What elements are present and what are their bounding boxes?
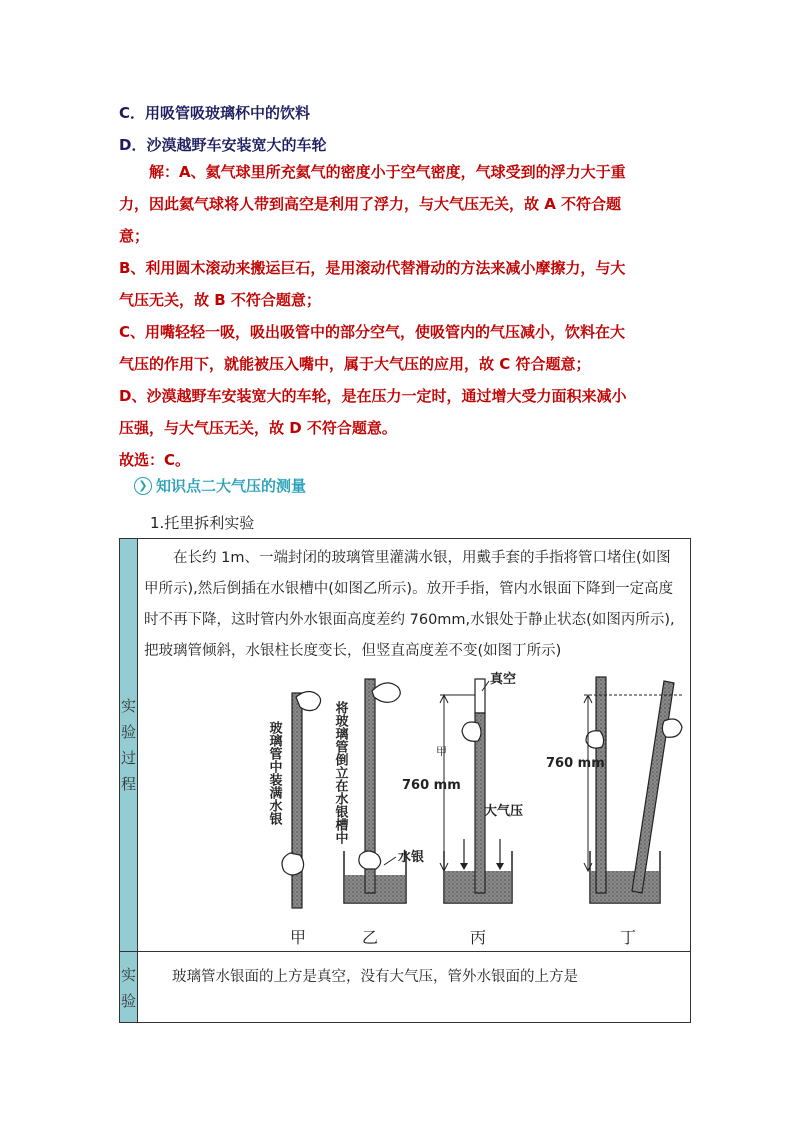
chevron-right-icon: ❯ (134, 477, 152, 495)
torricelli-figure (144, 671, 684, 951)
panel-yi (333, 679, 425, 947)
mercury-pointer (384, 857, 396, 865)
solution-line-3: 意； (119, 227, 150, 245)
tube-bing-vacuum (475, 679, 485, 713)
option-d: D．沙漠越野车安装宽大的车轮 (119, 136, 327, 154)
section-heading-text: 知识点二大气压的测量 (156, 477, 307, 495)
solution-line-4: B、利用圆木滚动来搬运巨石，是用滚动代替滑动的方法来减小摩擦力，与大 (119, 259, 626, 277)
row-label-process (120, 539, 138, 952)
panel-label-ding: 丁 (620, 928, 637, 947)
solution-line-1: 解：A、氦气球里所充氦气的密度小于空气密度，气球受到的浮力大于重 (119, 163, 626, 181)
conclusion-cell: 玻璃管水银面的上方是真空，没有大气压，管外水银面的上方是 (138, 952, 691, 1023)
hand-yi-top (372, 683, 400, 703)
solution-line-2: 力，因此氦气球将人带到高空是利用了浮力，与大气压无关，故 A 不符合题 (119, 195, 622, 213)
label-small-jia: 甲 (436, 745, 448, 758)
experiment-table (119, 538, 691, 1023)
hand-ding-right (662, 719, 682, 737)
torricelli-diagram (144, 671, 684, 951)
process-cell (138, 539, 691, 952)
option-c: C．用吸管吸玻璃杯中的饮料 (119, 104, 311, 122)
hand-bing (462, 722, 481, 741)
panel-bing (402, 671, 523, 947)
panel-label-yi: 乙 (362, 928, 379, 947)
panel-jia (267, 691, 321, 947)
solution-line-5: 气压无关，故 B 不符合题意； (119, 291, 321, 309)
solution-line-9: 压强，与大气压无关，故 D 不符合题意。 (119, 419, 397, 437)
table-row (120, 539, 691, 952)
subheading: 1.托里拆利实验 (150, 514, 255, 532)
solution-line-6: C、用嘴轻轻一吸，吸出吸管中的部分空气，使吸管内的气压减小，饮料在大 (119, 323, 626, 341)
row-label-conclusion: 实验 (120, 952, 138, 1023)
table-row (120, 952, 691, 1023)
row-label-line-2: 过程 (121, 749, 137, 793)
solution-answer: 故选：C。 (119, 451, 191, 469)
atm-arrowhead-right (496, 863, 504, 870)
label-atm: 大气压 (484, 804, 524, 819)
process-text: 在长约 1m、一端封闭的玻璃管里灌满水银，用戴手套的手指将管口堵住(如图甲所示),然后倒插在水银槽中(如图乙所示)。放开手指，管内水银面下降到一定高度时不再下降，这时管内外水银面高度差约 760mm,水银处于静止状态(如图丙所示),把玻璃管倾斜，水银柱长度变长，但竖直高度差不变(如图丁所示) (144, 550, 675, 659)
panel-label-jia: 甲 (290, 928, 307, 947)
hand-ding-left (586, 731, 604, 748)
tube-jia (292, 693, 302, 908)
solution-line-8: D、沙漠越野车安装宽大的车轮，是在压力一定时，通过增大受力面积来减小 (119, 387, 627, 405)
label-yi-vertical: 将玻璃管倒立在水银槽中 (332, 701, 348, 844)
section-heading (134, 475, 306, 496)
label-mercury: 水银 (398, 850, 425, 865)
tube-ding-tilted (632, 681, 674, 893)
tube-ding-straight (596, 677, 606, 893)
row-label-line-1: 实验 (121, 697, 137, 741)
solution-line-7: 气压的作用下，就能被压入嘴中，属于大气压的应用，故 C 符合题意； (119, 355, 591, 373)
hand-jia-bottom (282, 853, 304, 875)
label-vacuum: 真空 (490, 672, 517, 687)
panel-ding (546, 677, 684, 947)
panel-label-bing: 丙 (470, 928, 487, 947)
label-jia-vertical: 玻璃管中装满水银 (266, 721, 282, 825)
hand-yi-bottom (359, 851, 381, 869)
label-760-bing: 760 mm (402, 778, 461, 793)
label-760-ding: 760 mm (546, 756, 605, 771)
atm-arrowhead-left (460, 863, 468, 870)
